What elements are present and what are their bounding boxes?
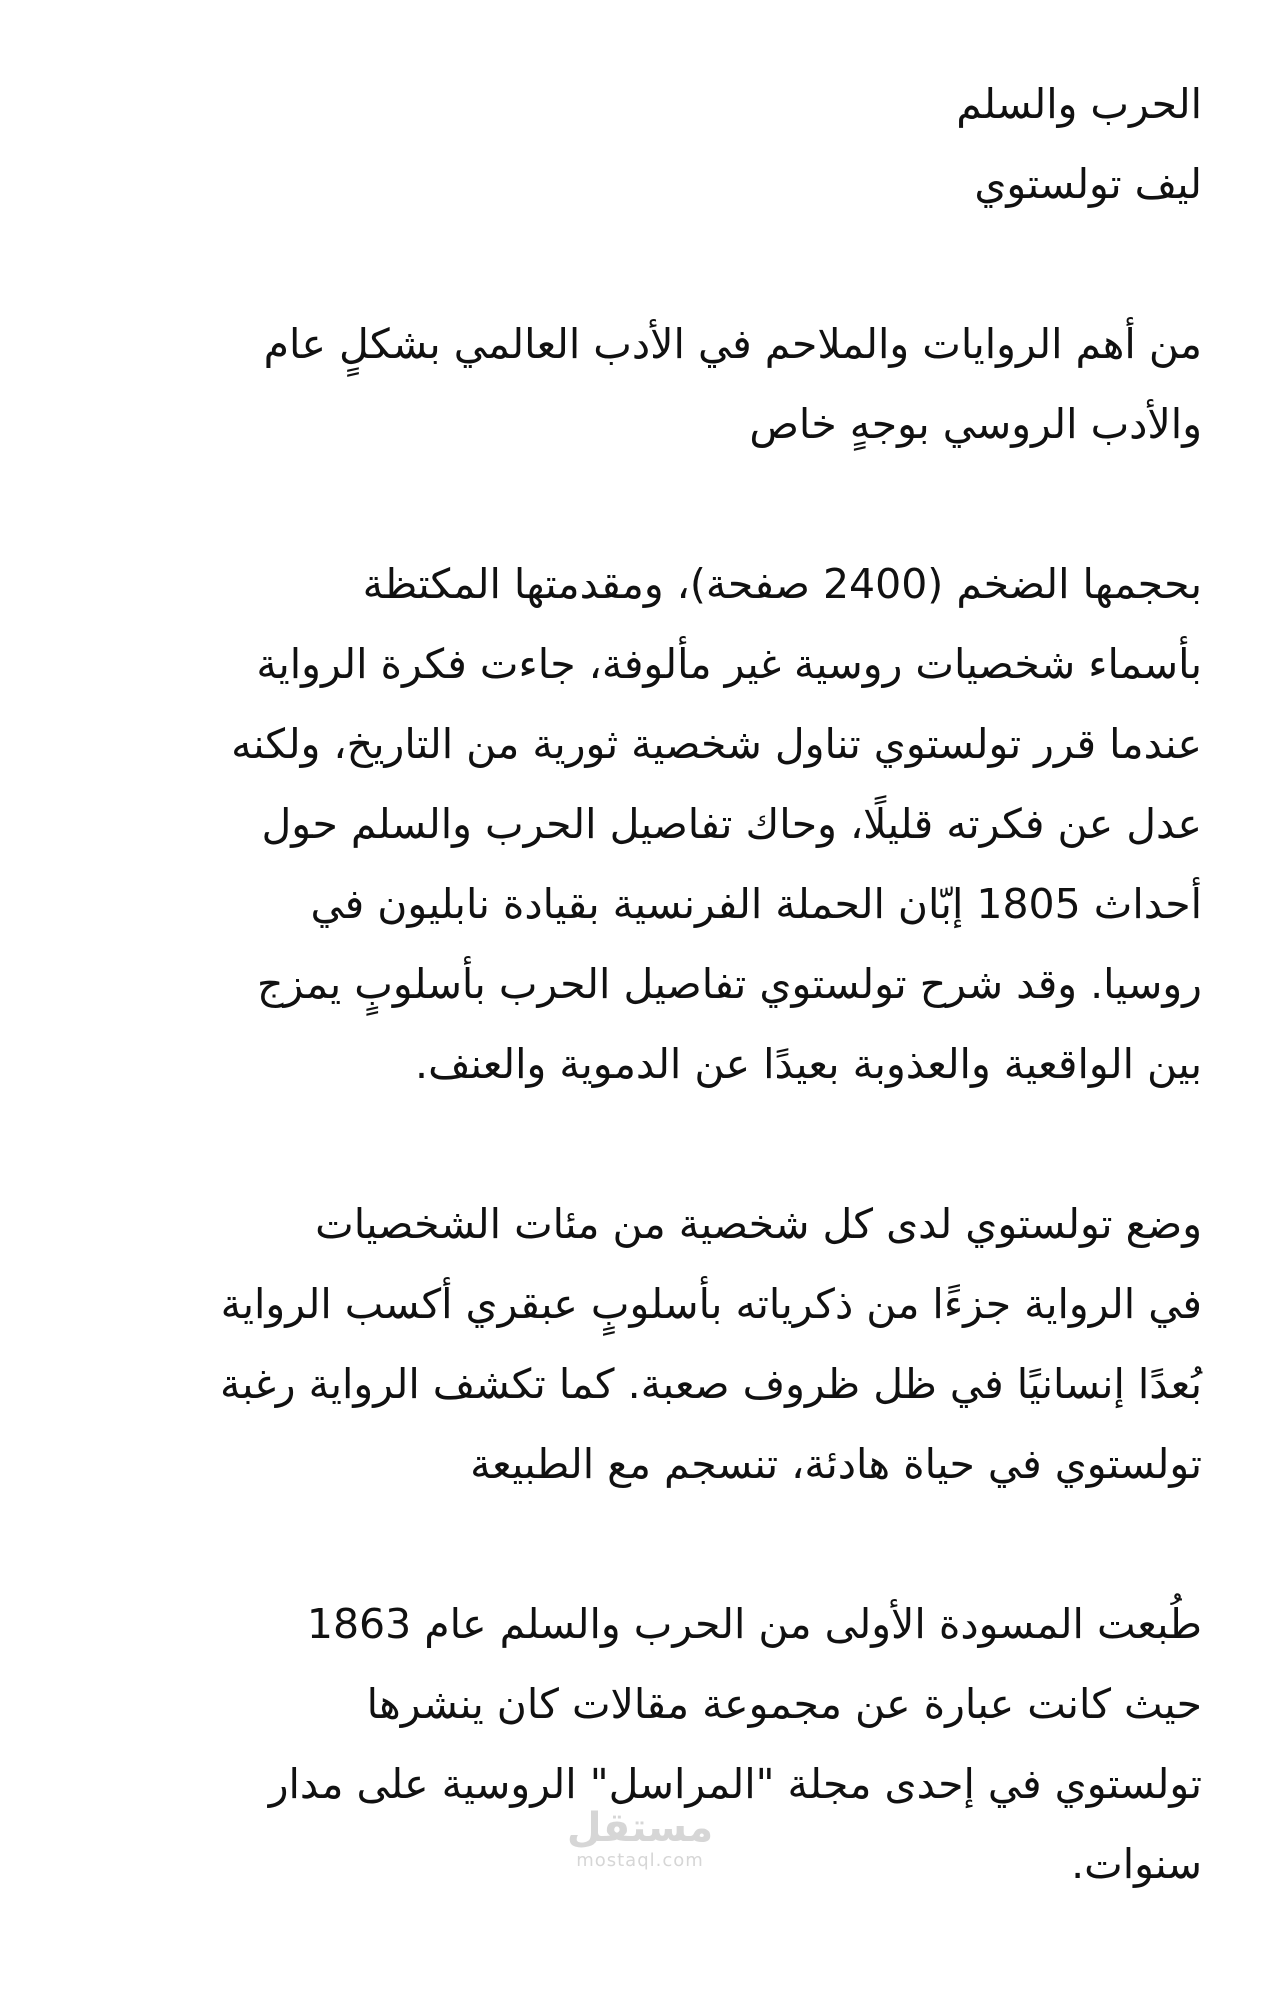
blank-line [82, 464, 1202, 544]
paragraph-line: من أهم الروايات والملاحم في الأدب العالمي بشكلٍ عام [263, 320, 1202, 368]
paragraph-line: تولستوي في إحدى مجلة "المراسل" الروسية على مدار [268, 1760, 1202, 1808]
paragraph-line: في الرواية جزءًا من ذكرياته بأسلوبٍ عبقري أكسب الرواية [220, 1280, 1202, 1328]
watermark-domain-text: mostaql.com [576, 1850, 704, 1871]
paragraph-line: طُبعت المسودة الأولى من الحرب والسلم عام 1863 [306, 1600, 1202, 1648]
blank-line [82, 224, 1202, 304]
paragraph-line: سنوات. [1071, 1840, 1202, 1888]
paragraph-line: أحداث 1805 إبّان الحملة الفرنسية بقيادة نابليون في [310, 880, 1202, 928]
paragraph-line: روسيا. وقد شرح تولستوي تفاصيل الحرب بأسلوبٍ يمزج [256, 960, 1202, 1008]
book-title: الحرب والسلم [956, 80, 1202, 128]
paragraph-line: بحجمها الضخم (2400 صفحة)، ومقدمتها المكتظة [362, 560, 1202, 608]
book-author: ليف تولستوي [974, 160, 1202, 208]
paragraph-summary [82, 544, 1202, 1104]
watermark-logo-text: مستقل [566, 1805, 714, 1851]
paragraph-line: وضع تولستوي لدى كل شخصية من مئات الشخصيات [315, 1200, 1202, 1248]
paragraph-line: بين الواقعية والعذوبة بعيدًا عن الدموية والعنف. [415, 1040, 1202, 1088]
paragraph-line: بُعدًا إنسانيًا في ظل ظروف صعبة. كما تكشف الرواية رغبة [220, 1360, 1202, 1408]
paragraph-line: والأدب الروسي بوجهٍ خاص [749, 400, 1202, 448]
paragraph-intro [82, 304, 1202, 464]
paragraph-line: بأسماء شخصيات روسية غير مألوفة، جاءت فكرة الرواية [256, 640, 1202, 688]
paragraph-line: حيث كانت عبارة عن مجموعة مقالات كان ينشرها [366, 1680, 1202, 1728]
paragraph-line: تولستوي في حياة هادئة، تنسجم مع الطبيعة [470, 1440, 1202, 1488]
paragraph-line: عدل عن فكرته قليلًا، وحاك تفاصيل الحرب والسلم حول [261, 800, 1202, 848]
mostaql-watermark [555, 1806, 725, 1880]
paragraph-line: عندما قرر تولستوي تناول شخصية ثورية من التاريخ، ولكنه [231, 720, 1202, 768]
blank-line [82, 1504, 1202, 1584]
blank-line [82, 1104, 1202, 1184]
paragraph-characters [82, 1184, 1202, 1504]
